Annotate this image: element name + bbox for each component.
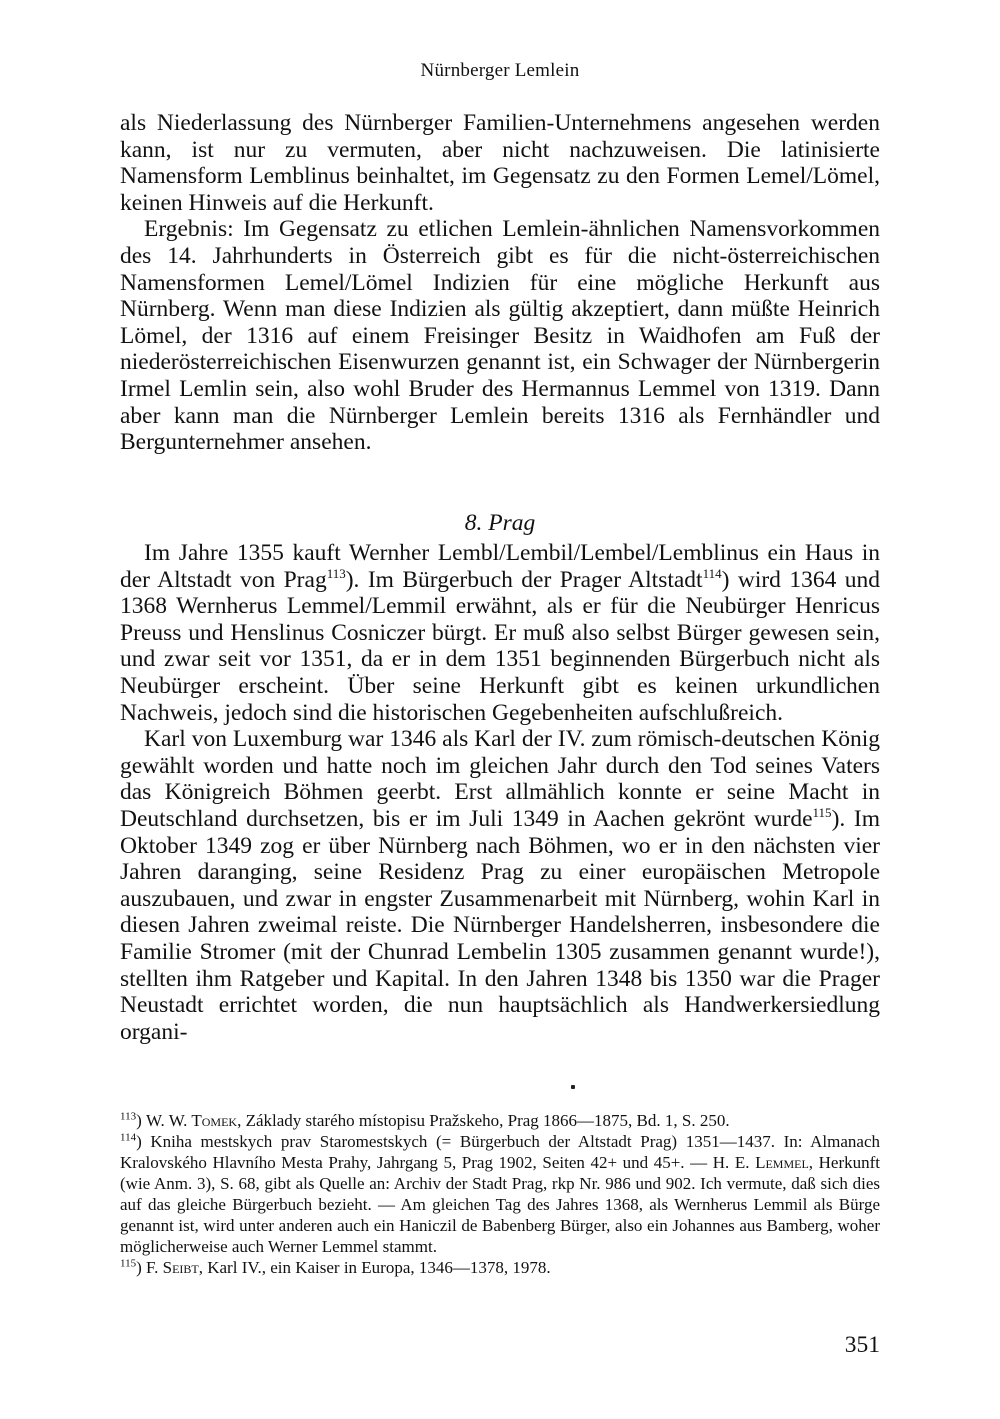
section-heading: 8. Prag	[464, 510, 536, 536]
footnote-ref-114: 114	[702, 565, 722, 581]
footnote-114: $^{114}$) Kniha mestskych prav Staromestskych (= Bürgerbuch der Altstadt Prag) 1351—1437. In: Almanach Kralovského Hlavního Mesta Prahy, Jahrgang 5, Prag 1902, Seiten 42+ und 45+. — H. E. Lemmel, Herkunft (wie Anm. 3), S. 68, gibt als Quelle an: Archiv der Stadt Prag, rkp Nr. 986 und 902. Ich vermute, daß sich dies auf das gleiche Bürgerbuch bezieht. — Am gleichen Tag des Jahres 1368, als Wernherus Lemmil als Bürge genannt ist, wird unter anderen auch ein Haniczil de Babenberg Bürger, also ein Johannes aus Bamberg, woher möglicherweise auch Werner Lemmel stammt.	[120, 1131, 880, 1256]
footnote-text: Kniha mestskych prav Staromestskych (= Bürgerbuch der Altstadt Prag) 1351—1437. In: Almanach Kralovského Hlavního Mesta Prahy, Jahrgang 5, Prag 1902, Seiten 42+ und 45+. — H. E.	[120, 1132, 880, 1172]
footnote-115: $^{115}$) F. Seibt, Karl IV., ein Kaiser in Europa, 1346—1378, 1978.	[120, 1257, 551, 1277]
body-text-prag	[120, 540, 880, 1045]
footnote-text: , Základy starého místopisu Pražskeho, Prag 1866—1875, Bd. 1, S. 250.	[237, 1111, 730, 1130]
footnote-113: $^{113}$) W. W. Tomek, Základy starého místopisu Pražskeho, Prag 1866—1875, Bd. 1, S. 250.	[120, 1110, 730, 1130]
paragraph-prag-1	[120, 540, 880, 726]
footnotes	[120, 1110, 880, 1278]
footnote-mark: 114	[120, 1131, 137, 1144]
footnote-author: W. W. Tomek	[146, 1111, 238, 1130]
footnote-ref-113: 113	[326, 565, 346, 581]
stray-mark	[571, 1085, 575, 1089]
paragraph-continuation: als Niederlassung des Nürnberger Familien-Unternehmens angesehen werden kann, ist nur zu vermuten, aber nicht nachzuweisen. Die latinisierte Namensform Lemblinus beinhaltet, im Gegensatz zu den Formen Lemel/Lömel, keinen Hinweis auf die Herkunft.	[120, 110, 880, 216]
footnote-author: Lemmel	[755, 1153, 809, 1172]
text-run: ) wird 1364 und 1368 Wernherus Lemmel/Lemmil erwähnt, als er für die Neubürger Henricus Preuss und Henslinus Cosniczer bürgt. Er muß also selbst Bürger gewesen sein, und zwar seit vor 1351, da er in dem 1351 beginnenden Bürgerbuch nicht als Neubürger erscheint. Über seine Herkunft gibt es keinen urkundlichen Nachweis, jedoch sind die historischen Gegebenheiten aufschlußreich.	[120, 566, 881, 726]
footnote-ref-115: 115	[812, 805, 832, 821]
text-run: Im Jahre 1355 kauft Wernher Lembl/Lembil/Lembel/Lemblinus ein Haus in der Altstadt von Prag	[120, 540, 880, 593]
footnote-text: , Karl IV., ein Kaiser in Europa, 1346—1378, 1978.	[198, 1258, 551, 1277]
running-head: Nürnberger Lemlein	[420, 60, 580, 81]
footnote-mark: 115	[120, 1257, 137, 1270]
footnote-text: , Herkunft (wie Anm. 3), S. 68, gibt als Quelle an: Archiv der Stadt Prag, rkp Nr. 986 und 902. Ich vermute, daß sich dies auf das gleiche Bürgerbuch bezieht. — Am gleichen Tag des Jahres 1368, als Wernherus Lemmil als Bürge genannt ist, wird unter anderen auch ein Haniczil de Babenberg Bürger, also ein Johannes aus Bamberg, woher möglicherweise auch Werner Lemmel stammt.	[120, 1153, 880, 1256]
text-run: ). Im Bürgerbuch der Prager Altstadt	[345, 566, 703, 593]
text-run: Karl von Luxemburg war 1346 als Karl der IV. zum römisch-deutschen König gewählt worden und hatte noch im gleichen Jahr durch den Tod seines Vaters das Königreich Böhmen geerbt. Erst allmählich konnte er seine Macht in Deutschland durchsetzen, bis er im Juli 1349 in Aachen gekrönt wurde	[120, 726, 880, 832]
body-text-top	[120, 110, 880, 456]
text-run: ). Im Oktober 1349 zog er über Nürnberg nach Böhmen, wo er in den nächsten vier Jahren daranging, seine Residenz Prag zu einer europäischen Metropole auszubauen, und zwar in engster Zusammenarbeit mit Nürnberg, wohin Karl in diesen Jahren zweimal reiste. Die Nürnberger Handelsherren, insbesondere die Familie Stromer (mit der Chunrad Lembelin 1305 zusammen genannt wurde!), stellten ihm Ratgeber und Kapital. In den Jahren 1348 bis 1350 war die Prager Neustadt errichtet worden, die nun hauptsächlich als Handwerkersiedlung organi-	[120, 805, 880, 1045]
footnote-author: F. Seibt	[146, 1258, 199, 1277]
footnote-mark: 113	[120, 1110, 137, 1123]
paragraph-ergebnis: Ergebnis: Im Gegensatz zu etlichen Lemlein-ähnlichen Namensvorkommen des 14. Jahrhunderts in Österreich gibt es für die nicht-österreichischen Namensformen Lemel/Lömel Indizien für eine mögliche Herkunft aus Nürnberg. Wenn man diese Indizien als gültig akzeptiert, dann müßte Heinrich Lömel, der 1316 auf einem Freisinger Besitz in Waidhofen am Fuß der niederösterreichischen Eisenwurzen genannt ist, ein Schwager der Nürnbergerin Irmel Lemlin sein, also wohl Bruder des Hermannus Lemmel von 1319. Dann aber kann man die Nürnberger Lemlein bereits 1316 als Fernhändler und Bergunternehmer ansehen.	[120, 216, 880, 456]
paragraph-prag-2	[120, 726, 880, 1045]
page-number: 351	[844, 1332, 880, 1358]
